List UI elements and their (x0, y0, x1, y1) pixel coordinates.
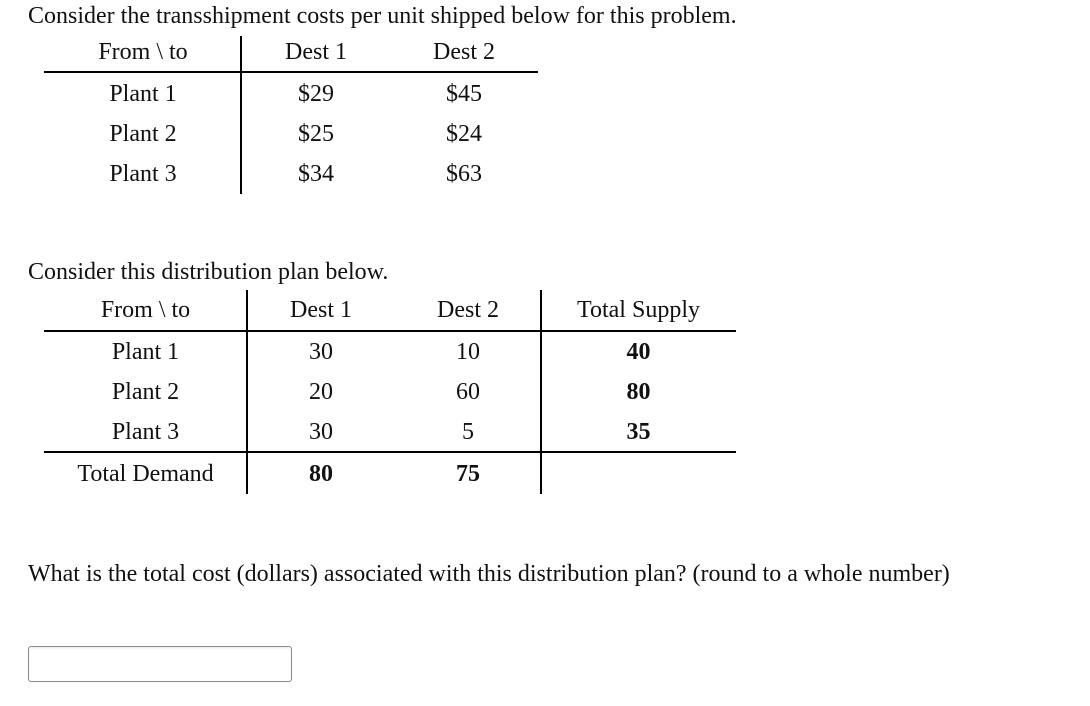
plan-header-dest-2: Dest 2 (437, 297, 499, 323)
plan-demand-cell: 80 (309, 461, 333, 487)
plan-cell: 10 (456, 339, 480, 365)
cost-cell: $45 (446, 81, 482, 107)
cost-header-from-to: From \ to (98, 39, 188, 65)
cost-header-dest-2: Dest 2 (433, 39, 495, 65)
cost-intro-text: Consider the transshipment costs per unit shipped below for this problem. (28, 3, 737, 29)
plan-cell: 30 (309, 339, 333, 365)
plan-cell: 60 (456, 379, 480, 405)
cost-cell: $34 (298, 161, 334, 187)
plan-header-rule (44, 330, 736, 332)
plan-header-from-to: From \ to (100, 297, 191, 323)
plan-cell: 30 (309, 419, 333, 445)
plan-row-label: Plant 2 (111, 379, 180, 405)
plan-supply-cell: 80 (626, 379, 651, 405)
cost-row-label: Plant 1 (109, 81, 177, 107)
plan-demand-cell: 75 (456, 461, 480, 487)
plan-cell: 20 (309, 379, 333, 405)
cost-row-label: Plant 3 (109, 161, 177, 187)
cost-header-rule (44, 71, 538, 73)
cost-cell: $24 (446, 121, 482, 147)
plan-demand-rule (44, 451, 736, 453)
plan-intro-text: Consider this distribution plan below. (28, 259, 389, 285)
plan-supply-cell: 40 (626, 339, 651, 365)
cost-cell: $25 (298, 121, 334, 147)
plan-cell: 5 (462, 419, 474, 445)
cost-cell: $29 (298, 81, 334, 107)
plan-table (44, 290, 736, 496)
answer-input[interactable] (28, 646, 292, 682)
cost-table (44, 36, 538, 196)
cost-cell: $63 (446, 161, 482, 187)
plan-supply-cell: 35 (626, 419, 651, 445)
plan-header-total-supply: Total Supply (577, 297, 700, 323)
cost-header-dest-1: Dest 1 (285, 39, 347, 65)
cost-row-label: Plant 2 (109, 121, 177, 147)
plan-row-label: Plant 3 (111, 419, 180, 445)
question-text: What is the total cost (dollars) associated with this distribution plan? (round to a whole number) (28, 561, 950, 587)
plan-header-dest-1: Dest 1 (290, 297, 352, 323)
plan-demand-label: Total Demand (77, 461, 214, 487)
plan-row-label: Plant 1 (111, 339, 180, 365)
